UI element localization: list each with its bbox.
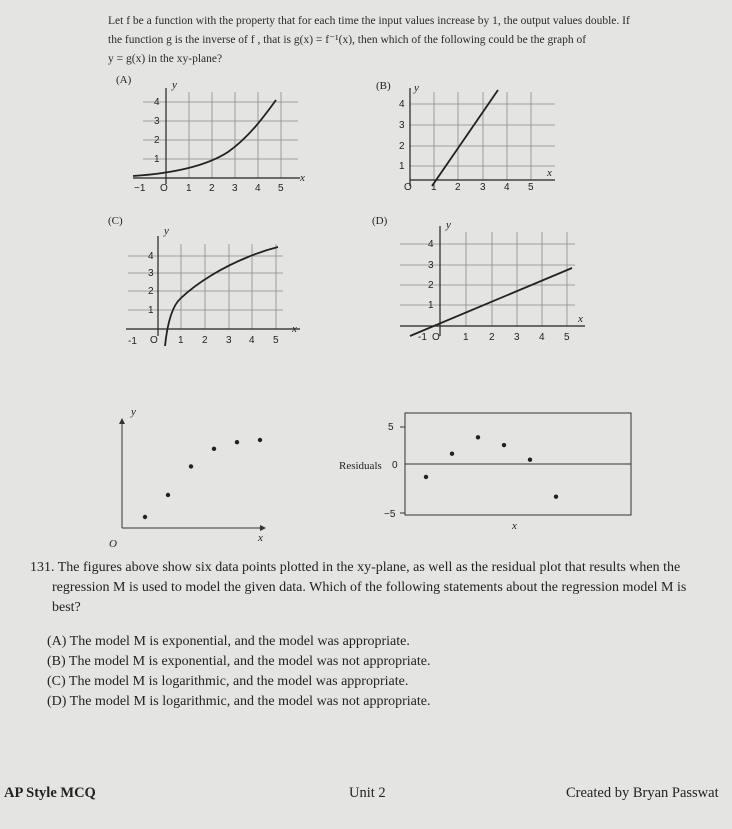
graph-c-xtick-1: 1: [178, 335, 184, 346]
graph-a-xtick-3: 3: [232, 183, 238, 194]
residual-point: [502, 443, 506, 447]
scatter-point: [166, 493, 170, 497]
graph-b-y-var: y: [414, 82, 419, 94]
graph-b-xtick-1: 1: [431, 182, 437, 193]
graph-b-origin: O: [404, 182, 412, 193]
graph-c-x-var: x: [292, 323, 297, 335]
graph-c-xtick-5: 5: [273, 335, 279, 346]
graph-b-label: (B): [376, 80, 391, 92]
graph-a-xtick-5: 5: [278, 183, 284, 194]
graph-d-ytick-4: 4: [428, 239, 434, 250]
q131-stem-line-1: 131. The figures above show six data points plotted in the xy-plane, as well as the residual plot that results when the: [30, 560, 681, 575]
residual-tick-5: 5: [388, 422, 394, 433]
scatter-plot: [100, 400, 290, 550]
graph-b-grid: [410, 92, 555, 180]
graph-d-grid: [400, 232, 575, 326]
scatter-origin: O: [109, 538, 117, 550]
graph-d-ytick-1: 1: [428, 300, 434, 311]
graph-c-xtick-2: 2: [202, 335, 208, 346]
graph-b-xtick-3: 3: [480, 182, 486, 193]
scatter-y-arrow: [119, 418, 125, 424]
residual-x-var: x: [512, 520, 517, 532]
scatter-x-arrow: [260, 525, 266, 531]
q130-line-2: the function g is the inverse of f , that is g(x) = f⁻¹(x), then which of the following could be the graph of: [108, 34, 587, 46]
scatter-y-var: y: [131, 406, 136, 418]
graph-d-xtick-4: 4: [539, 332, 545, 343]
scatter-point: [258, 438, 262, 442]
graph-c-ytick-4: 4: [148, 251, 154, 262]
graph-a-ytick-1: 1: [154, 154, 160, 165]
scatter-x-var: x: [258, 532, 263, 544]
graph-a: [118, 80, 318, 210]
graph-c: [118, 222, 318, 352]
graph-b-xtick-5: 5: [528, 182, 534, 193]
footer-center: Unit 2: [349, 785, 386, 801]
q131-option-b[interactable]: (B) The model M is exponential, and the model was not appropriate.: [47, 654, 431, 669]
graph-c-ytick-3: 3: [148, 268, 154, 279]
graph-c-y-var: y: [164, 225, 169, 237]
residual-point: [476, 435, 480, 439]
graph-a-xtick-4: 4: [255, 183, 261, 194]
graph-d-xtick-1: 1: [463, 332, 469, 343]
graph-d-y-var: y: [446, 219, 451, 231]
graph-a-ytick-2: 2: [154, 135, 160, 146]
q131-stem-line-2: regression M is used to model the given data. Which of the following statements about the regression model M is: [52, 580, 687, 595]
graph-a-xtick-1: 1: [186, 183, 192, 194]
graph-b-ytick-4: 4: [399, 99, 405, 110]
graph-b: [390, 82, 570, 202]
graph-b-ytick-1: 1: [399, 161, 405, 172]
graph-d-xtick-3: 3: [514, 332, 520, 343]
graph-a-ytick-3: 3: [154, 116, 160, 127]
graph-d-xtick-5: 5: [564, 332, 570, 343]
footer-left: AP Style MCQ: [4, 785, 96, 801]
graph-b-x-var: x: [547, 167, 552, 179]
graph-c-origin: O: [150, 335, 158, 346]
scatter-points: [143, 438, 262, 519]
graph-c-ytick-2: 2: [148, 286, 154, 297]
scatter-point: [143, 515, 147, 519]
graph-d-xtick-neg1: -1: [418, 332, 427, 343]
graph-c-xtick-4: 4: [249, 335, 255, 346]
graph-d-origin: O: [432, 332, 440, 343]
residual-tick-neg5: −5: [384, 509, 396, 520]
graph-a-xtick-2: 2: [209, 183, 215, 194]
q131-stem-line-3: best?: [52, 600, 81, 615]
graph-d: [390, 218, 590, 348]
graph-d-xtick-2: 2: [489, 332, 495, 343]
graph-a-y-var: y: [172, 80, 177, 91]
residual-points: [424, 435, 558, 499]
graph-c-label: (C): [108, 215, 123, 227]
q130-line-1: Let f be a function with the property that for each time the input values increase by 1, the output values double. If: [108, 15, 630, 27]
residual-point: [554, 494, 558, 498]
graph-a-label: (A): [116, 74, 132, 86]
graph-c-curve: [165, 247, 278, 346]
graph-b-line: [432, 90, 498, 186]
graph-b-ytick-2: 2: [399, 141, 405, 152]
q131-option-d[interactable]: (D) The model M is logarithmic, and the model was not appropriate.: [47, 694, 431, 709]
residual-label: Residuals: [339, 460, 382, 472]
q131-option-c[interactable]: (C) The model M is logarithmic, and the model was appropriate.: [47, 674, 409, 689]
graph-b-xtick-2: 2: [455, 182, 461, 193]
graph-c-xtick-neg1: -1: [128, 336, 137, 347]
graph-a-x-var: x: [300, 172, 305, 184]
graph-c-ytick-1: 1: [148, 305, 154, 316]
residual-point: [424, 475, 428, 479]
footer-right: Created by Bryan Passwat: [566, 785, 719, 801]
graph-b-ytick-3: 3: [399, 120, 405, 131]
graph-a-xtick-neg1: −1: [134, 183, 146, 194]
residual-point: [528, 458, 532, 462]
scatter-point: [189, 464, 193, 468]
graph-d-label: (D): [372, 215, 388, 227]
question-130: [108, 12, 723, 69]
graph-d-ytick-2: 2: [428, 280, 434, 291]
graph-d-x-var: x: [578, 313, 583, 325]
q130-line-3: y = g(x) in the xy-plane?: [108, 53, 223, 65]
graph-c-xtick-3: 3: [226, 335, 232, 346]
scatter-point: [235, 440, 239, 444]
graph-d-ytick-3: 3: [428, 260, 434, 271]
residual-tick-0: 0: [392, 460, 398, 471]
graph-a-ytick-4: 4: [154, 97, 160, 108]
residual-plot: [380, 408, 640, 538]
graph-b-xtick-4: 4: [504, 182, 510, 193]
residual-point: [450, 451, 454, 455]
question-131: [30, 558, 700, 618]
graph-a-origin: O: [160, 183, 168, 194]
q131-option-a[interactable]: (A) The model M is exponential, and the model was appropriate.: [47, 634, 410, 649]
scatter-point: [212, 447, 216, 451]
